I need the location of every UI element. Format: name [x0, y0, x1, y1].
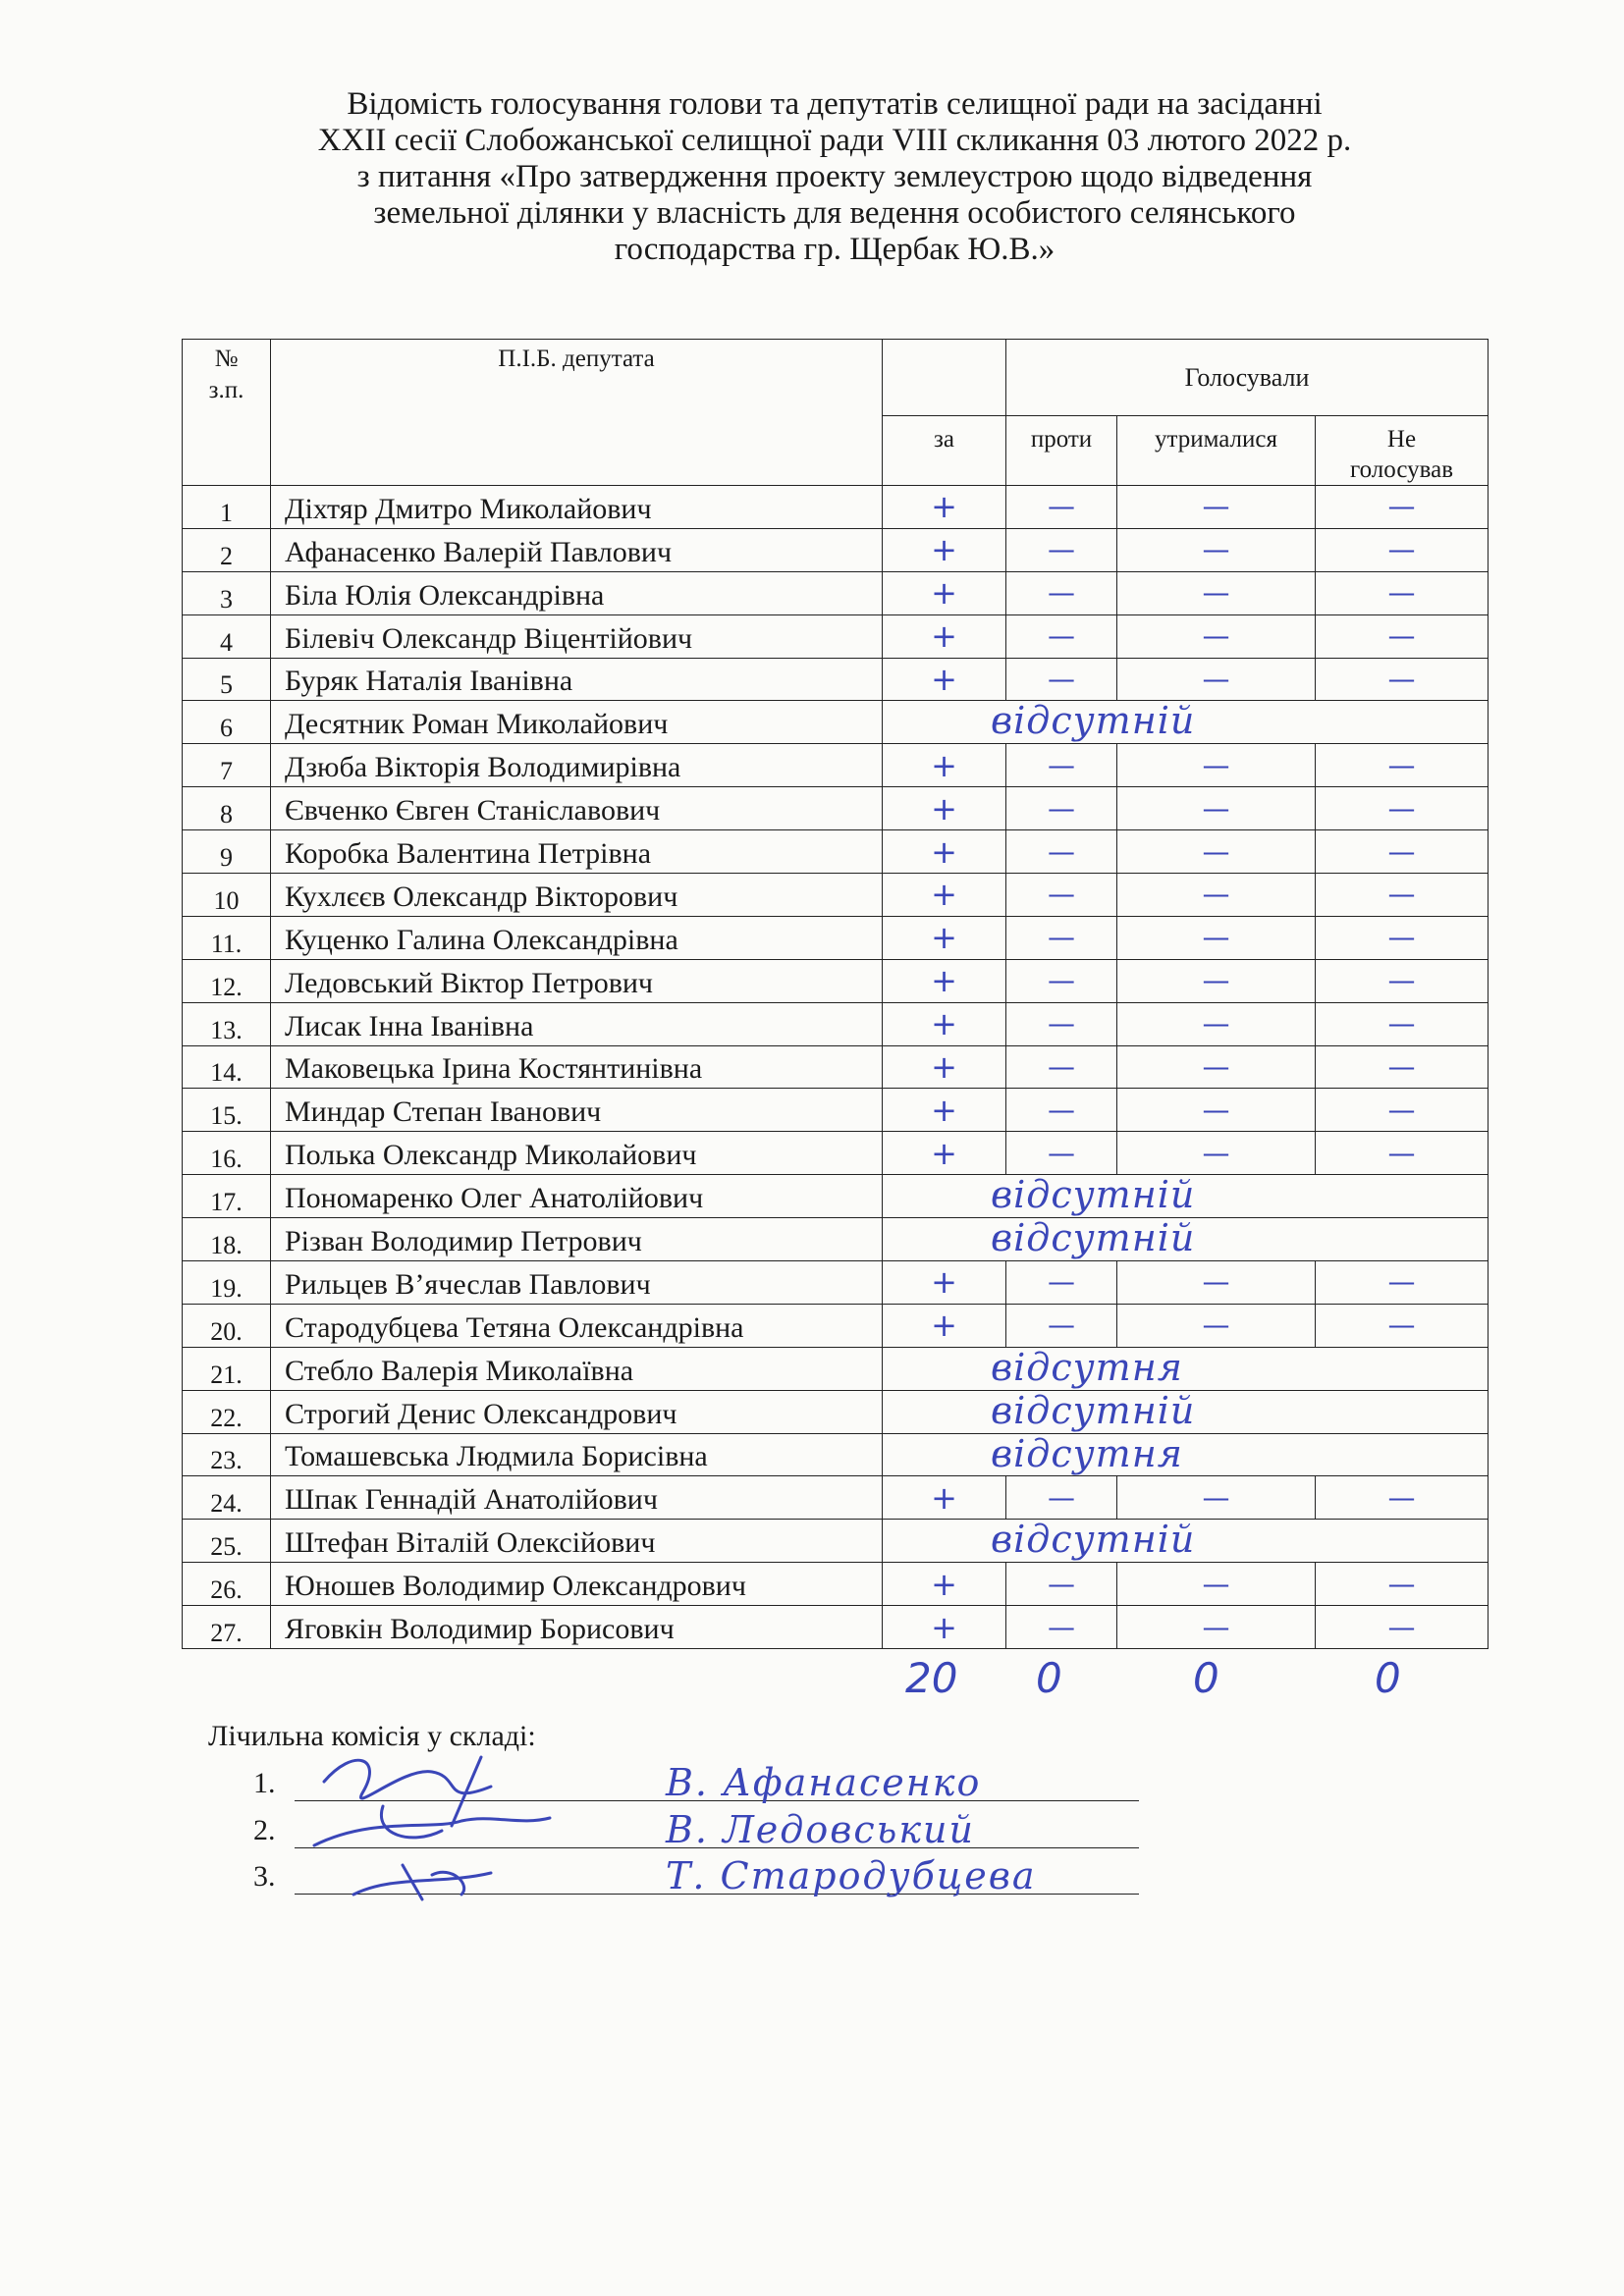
- absent-cell: [883, 1520, 1489, 1563]
- row-number: 1: [183, 486, 271, 529]
- vote-not-voted: —: [1316, 787, 1489, 830]
- vote-abstained: —: [1117, 1089, 1316, 1132]
- row-number: 12.: [183, 959, 271, 1002]
- row-number: 27.: [183, 1606, 271, 1649]
- deputy-name: Томашевська Людмила Борисівна: [271, 1433, 883, 1476]
- row-number: 16.: [183, 1132, 271, 1175]
- vote-against: —: [1006, 787, 1117, 830]
- vote-abstained: —: [1117, 1132, 1316, 1175]
- vote-for: +: [883, 658, 1006, 701]
- table-row: [183, 1045, 1489, 1089]
- vote-not-voted: —: [1316, 1002, 1489, 1045]
- commission-member: [253, 1761, 982, 1804]
- vote-for: +: [883, 1304, 1006, 1347]
- vote-not-voted: —: [1316, 830, 1489, 874]
- vote-against: —: [1006, 744, 1117, 787]
- absent-cell: [883, 1347, 1489, 1390]
- vote-against: —: [1006, 528, 1117, 571]
- table-row: [183, 486, 1489, 529]
- absent-note: відсутній: [991, 699, 1196, 743]
- vote-against: —: [1006, 916, 1117, 959]
- member-signature-name: Т. Стародубцева: [666, 1854, 1037, 1897]
- table-row: [183, 1606, 1489, 1649]
- deputy-name: Миндар Степан Іванович: [271, 1089, 883, 1132]
- vote-not-voted: —: [1316, 959, 1489, 1002]
- absent-note: відсутній: [991, 1518, 1196, 1562]
- vote-abstained: —: [1117, 744, 1316, 787]
- vote-not-voted: —: [1316, 614, 1489, 658]
- row-number: 15.: [183, 1089, 271, 1132]
- vote-abstained: —: [1117, 614, 1316, 658]
- absent-cell: [883, 701, 1489, 744]
- row-number: 2: [183, 528, 271, 571]
- deputy-name: Євченко Євген Станіславович: [271, 787, 883, 830]
- row-number: 10: [183, 874, 271, 917]
- vote-for: +: [883, 744, 1006, 787]
- vote-for: +: [883, 571, 1006, 614]
- header-abstained: утрималися: [1117, 416, 1316, 486]
- commission-member: [253, 1854, 1037, 1897]
- table-row: [183, 1433, 1489, 1476]
- row-number: 26.: [183, 1563, 271, 1606]
- table-row: [183, 787, 1489, 830]
- row-number: 8: [183, 787, 271, 830]
- absent-note: відсутній: [991, 1173, 1196, 1217]
- vote-against: —: [1006, 1606, 1117, 1649]
- vote-against: —: [1006, 1089, 1117, 1132]
- row-number: 6: [183, 701, 271, 744]
- absent-cell: [883, 1433, 1489, 1476]
- vote-against: —: [1006, 1261, 1117, 1305]
- deputy-name: Пономаренко Олег Анатолійович: [271, 1175, 883, 1218]
- vote-against: —: [1006, 1045, 1117, 1089]
- handwritten-signatures: [295, 1737, 628, 1914]
- vote-not-voted: —: [1316, 1261, 1489, 1305]
- vote-against: —: [1006, 486, 1117, 529]
- deputy-name: Буряк Наталія Іванівна: [271, 658, 883, 701]
- vote-for: +: [883, 1002, 1006, 1045]
- vote-against: —: [1006, 1476, 1117, 1520]
- deputy-name: Яговкін Володимир Борисович: [271, 1606, 883, 1649]
- vote-against: —: [1006, 830, 1117, 874]
- vote-not-voted: —: [1316, 1563, 1489, 1606]
- table-row: [183, 1132, 1489, 1175]
- vote-for: +: [883, 1132, 1006, 1175]
- vote-abstained: —: [1117, 787, 1316, 830]
- vote-for: +: [883, 528, 1006, 571]
- table-row: [183, 1304, 1489, 1347]
- row-number: 24.: [183, 1476, 271, 1520]
- vote-not-voted: —: [1316, 658, 1489, 701]
- vote-not-voted: —: [1316, 486, 1489, 529]
- deputy-name: Коробка Валентина Петрівна: [271, 830, 883, 874]
- row-number: 22.: [183, 1390, 271, 1433]
- vote-against: —: [1006, 959, 1117, 1002]
- deputy-name: Білевіч Олександр Віцентійович: [271, 614, 883, 658]
- vote-not-voted: —: [1316, 1606, 1489, 1649]
- vote-not-voted: —: [1316, 1476, 1489, 1520]
- vote-not-voted: —: [1316, 1304, 1489, 1347]
- table-row: [183, 744, 1489, 787]
- vote-for: +: [883, 1045, 1006, 1089]
- vote-abstained: —: [1117, 1606, 1316, 1649]
- deputy-name: Дзюба Вікторія Володимирівна: [271, 744, 883, 787]
- absent-cell: [883, 1175, 1489, 1218]
- table-row: [183, 916, 1489, 959]
- title-line: господарства гр. Щербак Ю.В.»: [614, 232, 1056, 267]
- deputy-name: Стародубцева Тетяна Олександрівна: [271, 1304, 883, 1347]
- vote-abstained: —: [1117, 1261, 1316, 1305]
- table-row: [183, 1520, 1489, 1563]
- vote-abstained: —: [1117, 1002, 1316, 1045]
- vote-abstained: —: [1117, 959, 1316, 1002]
- table-row: [183, 959, 1489, 1002]
- total-not-voted: 0: [1375, 1654, 1401, 1702]
- table-row: [183, 1347, 1489, 1390]
- vote-abstained: —: [1117, 571, 1316, 614]
- row-number: 14.: [183, 1045, 271, 1089]
- title-line: з питання «Про затвердження проекту землеустрою щодо відведення: [356, 159, 1313, 194]
- vote-abstained: —: [1117, 1304, 1316, 1347]
- vote-not-voted: —: [1316, 1045, 1489, 1089]
- vote-for: +: [883, 916, 1006, 959]
- header-number-text: № з.п.: [208, 346, 244, 403]
- table-row: [183, 1390, 1489, 1433]
- table-row: [183, 614, 1489, 658]
- deputy-name: Стебло Валерія Миколаївна: [271, 1347, 883, 1390]
- deputy-name: Діхтяр Дмитро Миколайович: [271, 486, 883, 529]
- header-against: проти: [1006, 416, 1117, 486]
- vote-rows: [183, 486, 1489, 1649]
- vote-abstained: —: [1117, 916, 1316, 959]
- deputy-name: Різван Володимир Петрович: [271, 1218, 883, 1261]
- vote-against: —: [1006, 571, 1117, 614]
- vote-abstained: —: [1117, 830, 1316, 874]
- title-line: Відомість голосування голови та депутатів селищної ради на засіданні: [347, 86, 1323, 122]
- table-row: [183, 571, 1489, 614]
- table-row: [183, 830, 1489, 874]
- deputy-name: Штефан Віталій Олексійович: [271, 1520, 883, 1563]
- total-against: 0: [1036, 1654, 1062, 1702]
- vote-not-voted: —: [1316, 744, 1489, 787]
- vote-against: —: [1006, 658, 1117, 701]
- deputy-name: Куценко Галина Олександрівна: [271, 916, 883, 959]
- row-number: 19.: [183, 1261, 271, 1305]
- deputy-name: Юношев Володимир Олександрович: [271, 1563, 883, 1606]
- table-row: [183, 658, 1489, 701]
- member-signature-name: В. Ледовський: [666, 1808, 975, 1851]
- absent-cell: [883, 1218, 1489, 1261]
- vote-against: —: [1006, 1304, 1117, 1347]
- table-row: [183, 1089, 1489, 1132]
- table-row: [183, 1002, 1489, 1045]
- absent-note: відсутня: [991, 1431, 1183, 1475]
- vote-abstained: —: [1117, 874, 1316, 917]
- title-line: земельної ділянки у власність для ведення особистого селянського: [373, 195, 1296, 231]
- deputy-name: Шпак Геннадій Анатолійович: [271, 1476, 883, 1520]
- table-row: [183, 1563, 1489, 1606]
- row-number: 5: [183, 658, 271, 701]
- row-number: 23.: [183, 1433, 271, 1476]
- row-number: 18.: [183, 1218, 271, 1261]
- row-number: 20.: [183, 1304, 271, 1347]
- header-number: [183, 340, 271, 486]
- vote-against: —: [1006, 1132, 1117, 1175]
- deputy-name: Біла Юлія Олександрівна: [271, 571, 883, 614]
- header-not-voted-text: Не голосував: [1349, 426, 1454, 483]
- header-not-voted: [1316, 416, 1489, 486]
- table-row: [183, 701, 1489, 744]
- vote-abstained: —: [1117, 486, 1316, 529]
- deputy-name: Маковецька Ірина Костянтинівна: [271, 1045, 883, 1089]
- vote-for: +: [883, 1261, 1006, 1305]
- commission-member: [253, 1808, 975, 1851]
- vote-for: +: [883, 486, 1006, 529]
- total-abstained: 0: [1193, 1654, 1219, 1702]
- deputy-name: Афанасенко Валерій Павлович: [271, 528, 883, 571]
- vote-for: +: [883, 959, 1006, 1002]
- vote-not-voted: —: [1316, 1132, 1489, 1175]
- vote-not-voted: —: [1316, 1089, 1489, 1132]
- vote-not-voted: —: [1316, 874, 1489, 917]
- vote-abstained: —: [1117, 1563, 1316, 1606]
- member-number: 2.: [253, 1814, 276, 1846]
- row-number: 25.: [183, 1520, 271, 1563]
- absent-note: відсутній: [991, 1216, 1196, 1260]
- table-row: [183, 1175, 1489, 1218]
- vote-not-voted: —: [1316, 571, 1489, 614]
- commission-label: Лічильна комісія у складі:: [208, 1720, 536, 1752]
- table-row: [183, 874, 1489, 917]
- row-number: 3: [183, 571, 271, 614]
- absent-note: відсутній: [991, 1388, 1196, 1432]
- vote-abstained: —: [1117, 658, 1316, 701]
- row-number: 11.: [183, 916, 271, 959]
- vote-for: +: [883, 614, 1006, 658]
- member-number: 3.: [253, 1860, 276, 1893]
- header-empty: [883, 340, 1006, 416]
- vote-against: —: [1006, 1563, 1117, 1606]
- vote-against: —: [1006, 874, 1117, 917]
- vote-for: +: [883, 874, 1006, 917]
- deputy-name: Ледовський Віктор Петрович: [271, 959, 883, 1002]
- member-number: 1.: [253, 1767, 276, 1799]
- absent-cell: [883, 1390, 1489, 1433]
- row-number: 7: [183, 744, 271, 787]
- row-number: 17.: [183, 1175, 271, 1218]
- header-voted: Голосували: [1006, 340, 1489, 416]
- vote-against: —: [1006, 614, 1117, 658]
- vote-abstained: —: [1117, 528, 1316, 571]
- vote-abstained: —: [1117, 1476, 1316, 1520]
- deputy-name: Десятник Роман Миколайович: [271, 701, 883, 744]
- header-name: П.І.Б. депутата: [271, 340, 883, 486]
- deputy-name: Кухлєєв Олександр Вікторович: [271, 874, 883, 917]
- row-number: 9: [183, 830, 271, 874]
- deputy-name: Рильцев В’ячеслав Павлович: [271, 1261, 883, 1305]
- vote-against: —: [1006, 1002, 1117, 1045]
- voting-table: [182, 339, 1489, 1649]
- vote-for: +: [883, 830, 1006, 874]
- vote-for: +: [883, 1606, 1006, 1649]
- title-line: XXII сесії Слобожанської селищної ради VIII скликання 03 лютого 2022 р.: [317, 123, 1352, 158]
- vote-not-voted: —: [1316, 528, 1489, 571]
- vote-for: +: [883, 1476, 1006, 1520]
- total-for: 20: [905, 1654, 958, 1702]
- vote-abstained: —: [1117, 1045, 1316, 1089]
- deputy-name: Лисак Інна Іванівна: [271, 1002, 883, 1045]
- vote-for: +: [883, 1563, 1006, 1606]
- table-row: [183, 528, 1489, 571]
- vote-for: +: [883, 1089, 1006, 1132]
- vote-not-voted: —: [1316, 916, 1489, 959]
- deputy-name: Полька Олександр Миколайович: [271, 1132, 883, 1175]
- header-for: за: [883, 416, 1006, 486]
- row-number: 21.: [183, 1347, 271, 1390]
- table-row: [183, 1261, 1489, 1305]
- row-number: 4: [183, 614, 271, 658]
- vote-for: +: [883, 787, 1006, 830]
- table-row: [183, 1218, 1489, 1261]
- table-row: [183, 1476, 1489, 1520]
- member-signature-name: В. Афанасенко: [666, 1761, 982, 1804]
- absent-note: відсутня: [991, 1345, 1183, 1389]
- document-title: [196, 86, 1473, 268]
- row-number: 13.: [183, 1002, 271, 1045]
- deputy-name: Строгий Денис Олександрович: [271, 1390, 883, 1433]
